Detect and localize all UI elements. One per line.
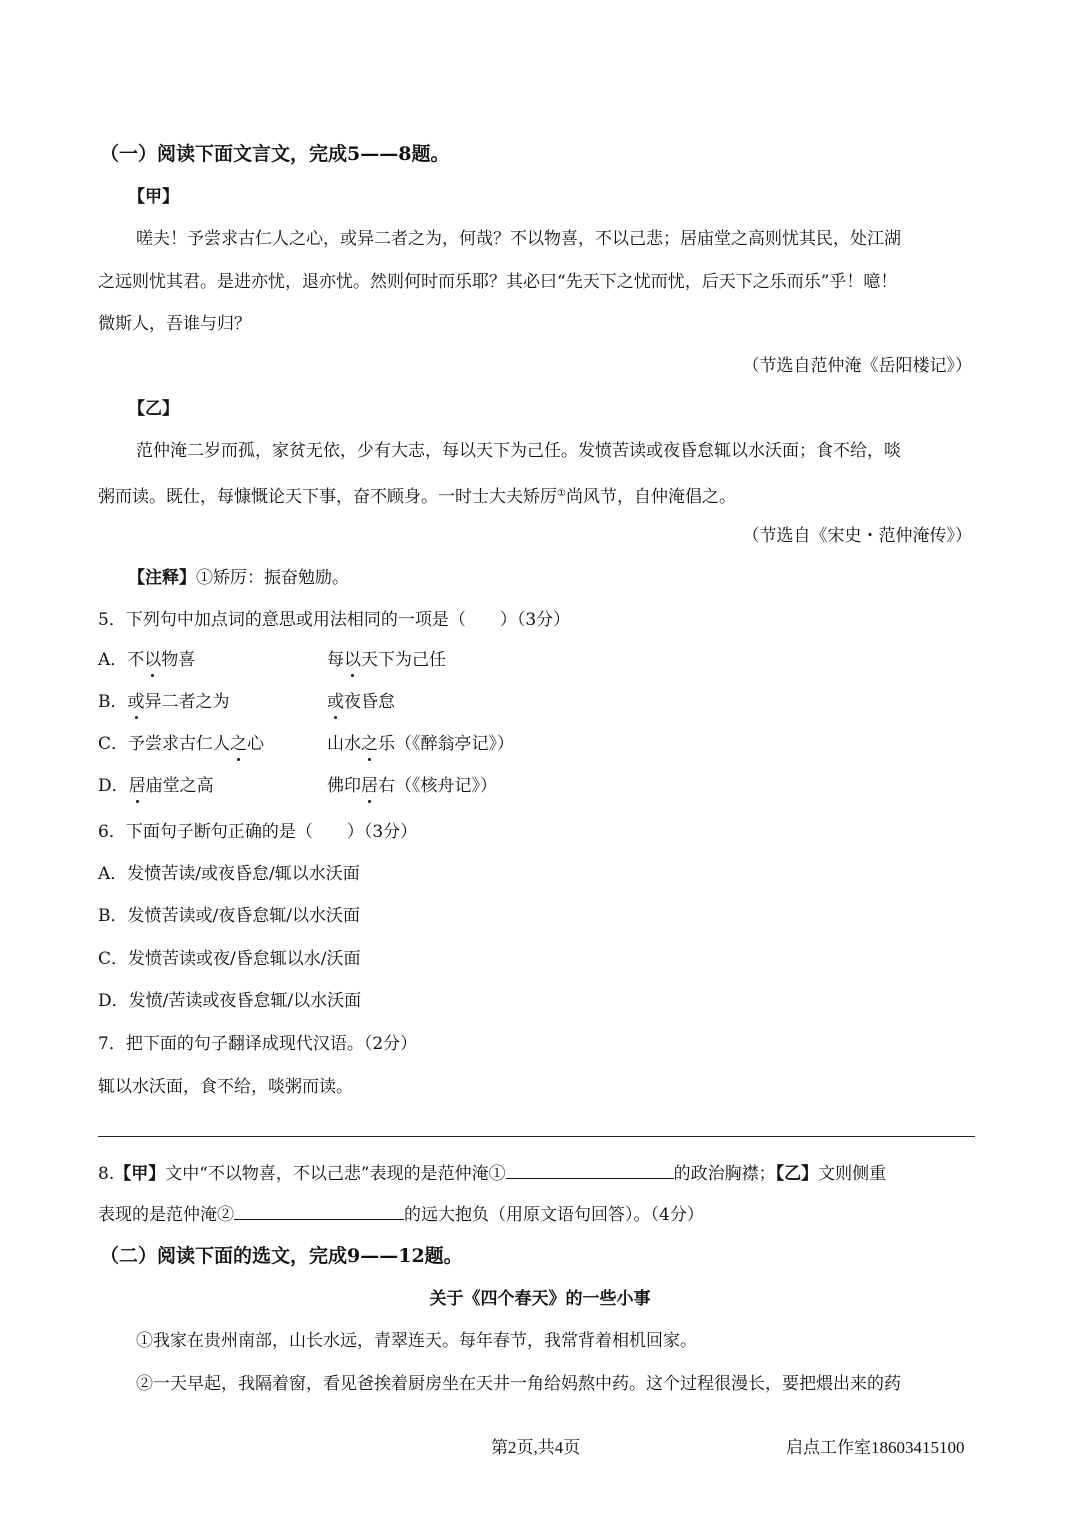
jia-line-2: 之远则忧其君。是进亦忧，退亦忧。然则何时而乐耶？其必曰“先天下之忧而忧，后天下之乐而乐”乎！噫！ [98, 272, 898, 292]
yi-line-2-rest: 尚风节，自仲淹倡之。 [565, 487, 736, 507]
jia-line-3: 微斯人，吾谁与归？ [98, 314, 251, 334]
q5-d-left-post: 庙堂之高 [145, 776, 214, 796]
dotted-char: 以 [344, 650, 361, 670]
q5-a-right-post: 天下为己任 [361, 650, 446, 670]
dotted-char: 居 [361, 776, 378, 796]
q8-text-1: 文中“不以物喜，不以己悲”表现的是范仲淹① [165, 1164, 506, 1184]
annotation-text: ①矫厉：振奋勉励。 [196, 568, 349, 588]
q7-stem: 7．把下面的句子翻译成现代汉语。（2分） [98, 1034, 418, 1054]
q5-b-right-post: 夜昏怠 [344, 692, 395, 712]
q5-d-right-pre: 佛印 [327, 776, 361, 796]
jia-source: （节选自范仲淹《岳阳楼记》） [742, 356, 972, 376]
q8-text-5: 的远大抱负（用原文语句回答）。（4分） [404, 1205, 704, 1225]
yi-line-1: 范仲淹二岁而孤，家贫无依，少有大志，每以天下为己任。发愤苦读或夜昏怠辄以水沃面；食不给，啖 [136, 441, 901, 461]
article-title: 关于《四个春天》的一些小事 [429, 1289, 651, 1309]
studio-contact: 启点工作室18603415100 [786, 1438, 965, 1457]
q5-option-label: A． [98, 650, 128, 670]
dotted-char: 以 [144, 650, 162, 670]
q5-option-b [98, 690, 798, 714]
dotted-char: 或 [327, 692, 344, 712]
answer-blank-1[interactable] [506, 1160, 674, 1179]
q5-d-right [327, 774, 497, 798]
dotted-char: 之 [361, 734, 378, 754]
dotted-char: 之 [230, 734, 248, 754]
q6-option-b: B．发愤苦读或/夜昏怠辄/以水沃面 [98, 906, 360, 926]
yi-source: （节选自《宋史・范仲淹传》） [742, 526, 972, 546]
answer-blank-2[interactable] [234, 1201, 404, 1220]
answer-line[interactable] [98, 1136, 975, 1137]
q5-option-label: D． [98, 776, 129, 796]
q8-yi-tag: 【乙】 [775, 1164, 819, 1184]
dotted-char: 居 [128, 776, 146, 796]
jia-tag: 【甲】 [128, 187, 179, 207]
q5-c-right-post: 乐（《醉翁亭记》） [378, 734, 514, 754]
footnote-ref: ① [557, 488, 566, 499]
q6-stem: 6．下面句子断句正确的是（ ）（3分） [98, 822, 418, 842]
q5-a-right [327, 648, 446, 672]
page-number: 第2页,共4页 [491, 1438, 581, 1457]
annotation-label: 【注释】 [128, 568, 196, 588]
q5-option-c [98, 732, 798, 756]
q6-option-c: C．发愤苦读或夜/昏怠辄以水/沃面 [98, 949, 361, 969]
q5-a-left-pre: 不 [127, 650, 145, 670]
q5-c-left-post: 心 [247, 734, 265, 754]
q5-c-right [327, 732, 514, 756]
q6-option-a: A．发愤苦读/或夜昏怠/辄以水沃面 [98, 864, 360, 884]
q5-d-right-post: 右（《核舟记》） [378, 776, 497, 796]
annotation [128, 566, 349, 590]
q5-stem: 5．下列句中加点词的意思或用法相同的一项是（ ）（3分） [98, 610, 571, 630]
q8-line-1 [98, 1160, 886, 1186]
q8-text-3: 文则侧重 [818, 1164, 887, 1184]
article-paragraph-2: ②一天早起，我隔着窗，看见爸挨着厨房坐在天井一角给妈熬中药。这个过程很漫长，要把煨出来的药 [136, 1374, 901, 1394]
section2-heading: （二）阅读下面的选文，完成9——12题。 [100, 1245, 463, 1267]
q8-text-2: 的政治胸襟； [673, 1164, 776, 1184]
q5-a-right-pre: 每 [327, 650, 344, 670]
q5-option-d [98, 774, 798, 798]
q5-option-label: B． [98, 692, 128, 712]
q5-option-a [98, 648, 798, 672]
jia-line-1: 嗟夫！予尝求古仁人之心，或异二者之为，何哉？不以物喜，不以己悲；居庙堂之高则忧其民，处江湖 [136, 229, 901, 249]
q5-c-right-pre: 山水 [327, 734, 361, 754]
q5-b-left-post: 异二者之为 [144, 692, 230, 712]
section1-heading: （一）阅读下面文言文，完成5——8题。 [100, 143, 450, 165]
q5-a-left-post: 物喜 [161, 650, 196, 670]
q5-c-left-pre: 予尝求古仁人 [128, 734, 231, 754]
dotted-char: 或 [127, 692, 145, 712]
q8-text-4: 表现的是范仲淹② [98, 1205, 234, 1225]
q5-option-label: C． [98, 734, 129, 754]
q8-jia-tag: 【甲】 [114, 1164, 166, 1184]
q7-sentence: 辄以水沃面，食不给，啖粥而读。 [98, 1077, 353, 1097]
article-paragraph-1: ①我家在贵州南部，山长水远，青翠连天。每年春节，我常背着相机回家。 [136, 1331, 697, 1351]
q5-b-right [327, 690, 395, 714]
q8-line-2 [98, 1201, 704, 1227]
yi-line-2-text: 粥而读。既仕，每慷慨论天下事，奋不顾身。一时士大夫矫厉 [98, 487, 557, 507]
yi-line-2 [98, 482, 736, 509]
q6-option-d: D．发愤/苦读或夜昏怠辄/以水沃面 [98, 991, 362, 1011]
q8-number: 8. [98, 1164, 115, 1184]
yi-tag: 【乙】 [128, 399, 179, 419]
